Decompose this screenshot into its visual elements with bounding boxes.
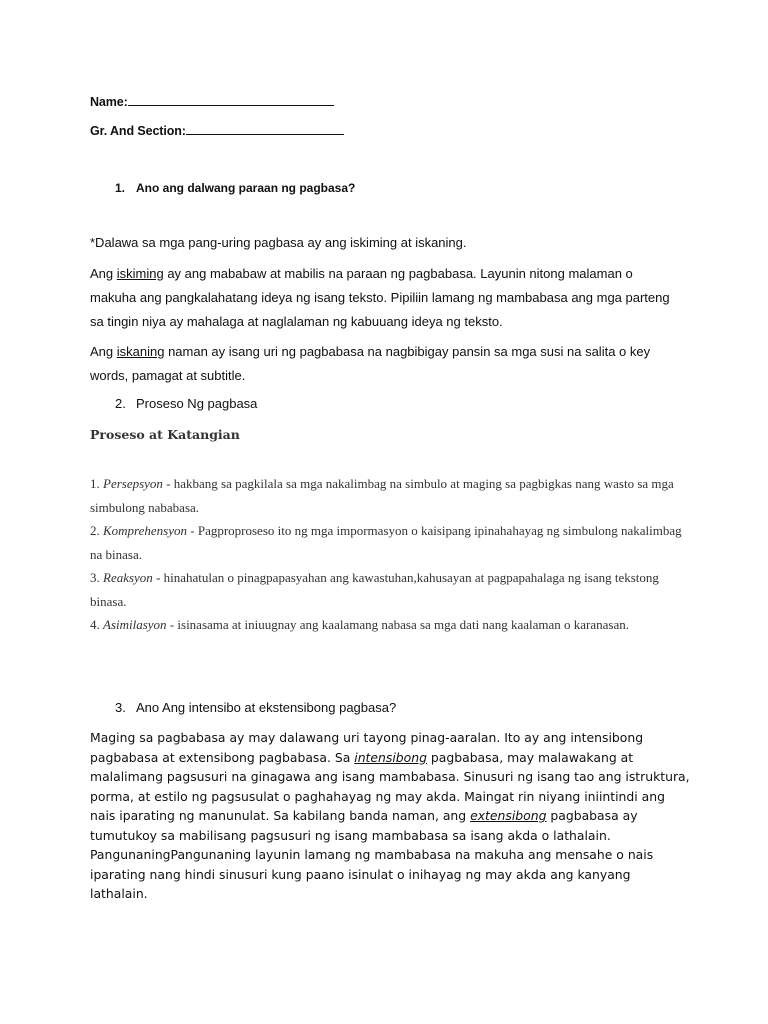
item-term: Persepsyon: [103, 476, 163, 491]
answer-3-paragraph: [90, 728, 690, 904]
item-term: Asimilasyon: [103, 617, 167, 632]
item-number: 3.: [90, 570, 103, 585]
question-3: [115, 700, 396, 715]
question-1-text: Ano ang dalwang paraan ng pagbasa?: [136, 181, 356, 195]
item-number: 1.: [90, 476, 103, 491]
process-item: [90, 613, 690, 637]
process-item: [90, 472, 690, 519]
item-description: - Pagproproseso ito ng mga impormasyon o kaisipang ipinahahayag ng simbulong nakalimbag na binasa.: [90, 523, 682, 562]
item-number: 2.: [90, 523, 103, 538]
term-iskiming: iskiming: [116, 266, 164, 281]
term-extensibong: extensibong: [470, 808, 547, 823]
section-field[interactable]: [90, 123, 344, 138]
answer-1-iskaning-paragraph: [90, 340, 682, 388]
question-2: [115, 396, 257, 411]
question-2-text: Proseso Ng pagbasa: [136, 396, 258, 411]
name-blank[interactable]: [128, 94, 334, 106]
paragraph-rest: naman ay isang uri ng pagbabasa na nagbibigay pansin sa mga susi na salita o key words, pamagat at subtitle.: [90, 344, 651, 383]
paragraph-rest: ay ang mababaw at mabilis na paraan ng pagbabasa. Layunin nitong malaman o makuha ang pangkalahatang ideya ng isang teksto. Pipiliin lamang ng mambabasa ang mga parteng sa tingin niya ay mahalaga at naglalaman ng kabuuang ideya ng teksto.: [90, 266, 670, 329]
process-list: [90, 472, 690, 637]
paragraph-part: pagbabasa ay tumutukoy sa mabilisang pagsusuri ng isang mambabasa sa isang akda o lathalain. PangunaningPangunaning layunin lamang ng mambabasa na makuha ang mensahe o nais iparating nang hindi sinusuri kung paano isinulat o inihayag ng may akda ang kanyang lathalain.: [90, 808, 654, 901]
question-2-number: 2.: [115, 396, 126, 411]
item-term: Komprehensyon: [103, 523, 188, 538]
term-iskaning: iskaning: [116, 344, 165, 359]
item-term: Reaksyon: [103, 570, 153, 585]
section-label: Gr. And Section:: [90, 124, 186, 138]
process-item: [90, 566, 690, 613]
question-3-number: 3.: [115, 700, 126, 715]
paragraph-part: Maging sa pagbabasa ay may dalawang uri tayong pinag-aaralan. Ito ay ang intensibong pagbabasa at extensibong pagbabasa. Sa: [90, 730, 644, 765]
process-item: [90, 519, 690, 566]
item-description: - isinasama at iniuugnay ang kaalamang nabasa sa mga dati nang kaalaman o karanasan.: [166, 617, 629, 632]
question-1: [115, 181, 355, 195]
paragraph-lead: Ang: [90, 344, 117, 359]
question-1-number: 1.: [115, 181, 126, 195]
section-blank[interactable]: [186, 123, 344, 135]
term-intensibong: intensibong: [354, 749, 427, 765]
name-field[interactable]: [90, 94, 334, 109]
paragraph-part: pagbabasa, may malawakang at malalimang pagsusuri na ginagawa ang isang mambabasa. Sinusuri ng isang tao ang istruktura, porma, at estilo ng pagsusulat o paghahayag ng may akda. Maingat rin niyang iniintindi ang nais iparating ng manunulat. Sa kabilang banda naman, ang: [90, 749, 690, 823]
item-description: - hakbang sa pagkilala sa mga nakalimbag na simbulo at maging sa pagbigkas nang wasto sa mga simbulong nababasa.: [90, 476, 674, 515]
name-label: Name:: [90, 95, 128, 109]
answer-1-intro: *Dalawa sa mga pang-uring pagbasa ay ang iskiming at iskaning.: [90, 235, 467, 250]
answer-1-iskiming-paragraph: [90, 262, 682, 334]
question-3-text: Ano Ang intensibo at ekstensibong pagbasa?: [136, 700, 397, 715]
item-description: - hinahatulan o pinagpapasyahan ang kawastuhan,kahusayan at pagpapahalaga ng isang tekstong binasa.: [90, 570, 659, 609]
paragraph-lead: Ang: [90, 266, 117, 281]
item-number: 4.: [90, 617, 103, 632]
section-2-title: Proseso at Katangian: [90, 427, 240, 442]
